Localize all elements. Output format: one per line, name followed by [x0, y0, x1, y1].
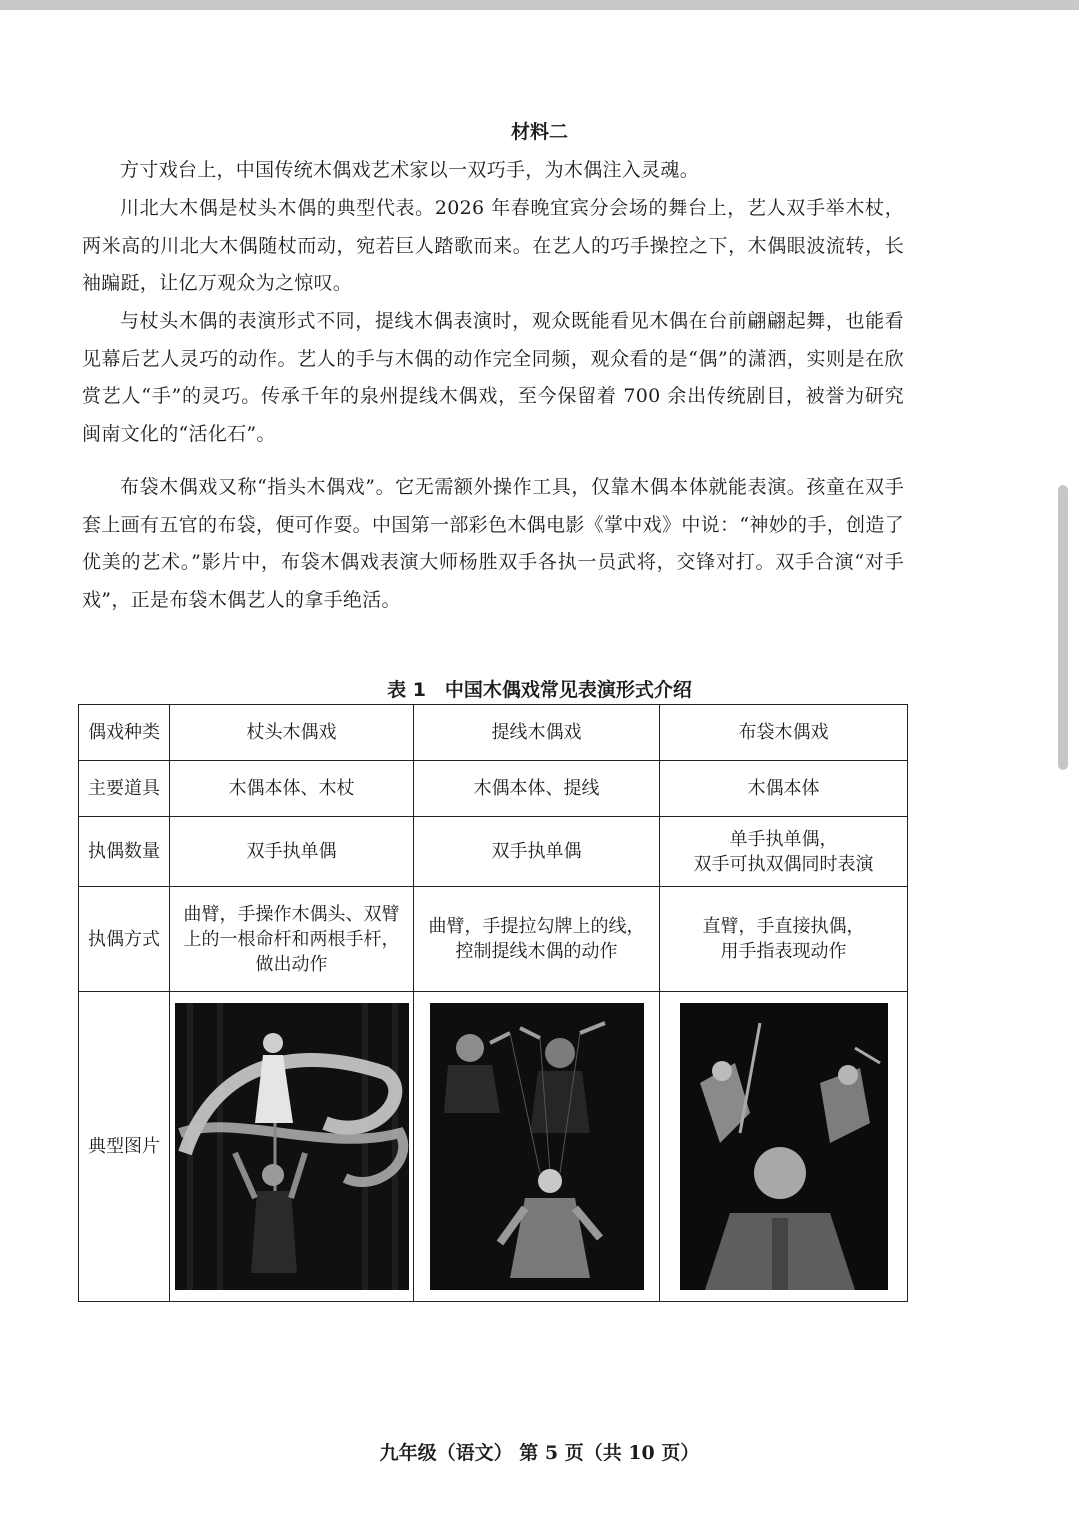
- section-title: 材料二: [510, 121, 568, 143]
- table-cell: 木偶本体、提线: [414, 761, 660, 817]
- table-caption: 表 1 中国木偶戏常见表演形式介绍: [387, 679, 692, 701]
- table-row: [79, 817, 908, 887]
- cell-line: 双手可执双偶同时表演: [693, 853, 874, 875]
- row-header: 典型图片: [79, 992, 170, 1302]
- table-row: [79, 887, 908, 992]
- row-header: 主要道具: [79, 761, 170, 817]
- table-cell: 布袋木偶戏: [660, 705, 908, 761]
- paragraph-3: 与杖头木偶的表演形式不同，提线木偶表演时，观众既能看见木偶在台前翩翩起舞，也能看见幕后艺人灵巧的动作。艺人的手与木偶的动作完全同频，观众看的是“偶”的潇洒，实则是在欣赏艺人“手”的灵巧。传承千年的泉州提线木偶戏，至今保留着 700 余出传统剧目，被誉为研究闽南文化的“活化石”。: [82, 310, 904, 445]
- row-header: 偶戏种类: [79, 705, 170, 761]
- table-cell: 双手执单偶: [170, 817, 414, 887]
- cell-line: 用手指表现动作: [720, 941, 847, 962]
- page-footer: 九年级（语文） 第 5 页（共 10 页）: [379, 1442, 700, 1464]
- table-cell: [414, 992, 660, 1302]
- marionette-photo: [430, 1003, 644, 1290]
- table-cell: [660, 887, 908, 992]
- glove-puppet-photo: [680, 1003, 888, 1290]
- table-row: [79, 761, 908, 817]
- table-cell: [660, 817, 908, 887]
- cell-line: 控制提线木偶的动作: [455, 941, 618, 962]
- table-cell: 曲臂，手操作木偶头、双臂上的一根命杆和两根手杆，做出动作: [170, 887, 414, 992]
- row-header: 执偶数量: [79, 817, 170, 887]
- paragraph-2: 川北大木偶是杖头木偶的典型代表。2026 年春晚宜宾分会场的舞台上，艺人双手举木杖，两米高的川北大木偶随杖而动，宛若巨人踏歌而来。在艺人的巧手操控之下，木偶眼波流转，长袖蹁跹，让亿万观众为之惊叹。: [82, 197, 904, 295]
- table-cell: [414, 887, 660, 992]
- scrollbar-thumb[interactable]: [1058, 485, 1068, 770]
- cell-line: 单手执单偶，: [729, 828, 838, 850]
- table-cell: 双手执单偶: [414, 817, 660, 887]
- paragraph-4: 布袋木偶戏又称“指头木偶戏”。它无需额外操作工具，仅靠木偶本体就能表演。孩童在双手套上画有五官的布袋，便可作耍。中国第一部彩色木偶电影《掌中戏》中说：“神妙的手，创造了优美的艺术。”影片中，布袋木偶戏表演大师杨胜双手各执一员武将，交锋对打。双手合演“对手戏”，正是布袋木偶艺人的拿手绝活。: [82, 476, 904, 611]
- rod-puppet-photo: [175, 1003, 409, 1290]
- cell-line: 曲臂，手提拉勾牌上的线，: [428, 916, 645, 937]
- top-bar: [0, 0, 1079, 10]
- table-cell: 木偶本体: [660, 761, 908, 817]
- table-row: [79, 992, 908, 1302]
- row-header: 执偶方式: [79, 887, 170, 992]
- table-cell: 杖头木偶戏: [170, 705, 414, 761]
- table-row: [79, 705, 908, 761]
- table-cell: [170, 992, 414, 1302]
- puppet-forms-table: [78, 704, 908, 1302]
- paragraph-1: 方寸戏台上，中国传统木偶戏艺术家以一双巧手，为木偶注入灵魂。: [120, 159, 700, 181]
- cell-line: 直臂，手直接执偶，: [702, 916, 865, 937]
- table-cell: 木偶本体、木杖: [170, 761, 414, 817]
- table-cell: 提线木偶戏: [414, 705, 660, 761]
- table-cell: [660, 992, 908, 1302]
